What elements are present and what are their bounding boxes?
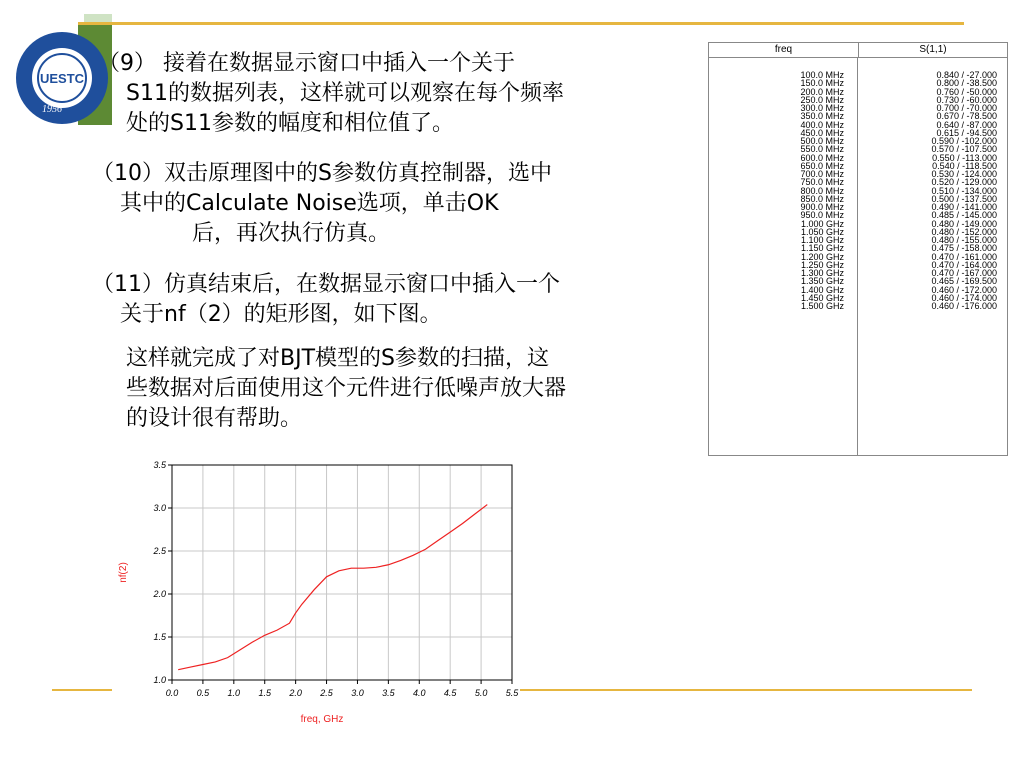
- table-cell-freq: 200.0 MHz: [800, 86, 844, 97]
- logo-year: 1956: [42, 104, 62, 115]
- text-line: 些数据对后面使用这个元件进行低噪声放大器: [126, 376, 567, 401]
- table-cell-s11: 0.475 / -158.000: [931, 243, 997, 254]
- table-cell-s11: 0.480 / -152.000: [931, 226, 997, 237]
- text-line: 后，再次执行仿真。: [192, 221, 391, 246]
- x-tick-label: 2.5: [320, 688, 333, 698]
- table-cell-s11: 0.615 / -94.500: [936, 127, 997, 138]
- table-cell-s11: 0.590 / -102.000: [931, 136, 997, 146]
- text-line: 处的S11参数的幅度和相位值了。: [126, 111, 454, 136]
- table-cell-s11: 0.540 / -118.500: [932, 160, 997, 171]
- header-freq: freq: [709, 43, 859, 57]
- table-cell-freq: 750.0 MHz: [800, 177, 844, 188]
- table-cell-freq: 1.000 GHz: [800, 218, 844, 229]
- table-cell-freq: 950.0 MHz: [800, 210, 844, 221]
- y-tick-label: 1.0: [153, 675, 166, 685]
- text-line: 这样就完成了对BJT模型的S参数的扫描，这: [126, 346, 549, 371]
- table-cell-s11: 0.500 / -137.500: [931, 193, 997, 204]
- table-cell-freq: 1.450 GHz: [800, 292, 844, 303]
- nf-chart: [112, 455, 522, 727]
- x-tick-label: 1.0: [227, 688, 241, 698]
- table-cell-freq: 1.050 GHz: [800, 226, 844, 237]
- x-tick-label: 4.5: [443, 688, 457, 698]
- table-cell-s11: 0.550 / -113.000: [932, 152, 997, 163]
- table-cell-freq: 900.0 MHz: [800, 202, 844, 212]
- table-cell-s11: 0.840 / -27.000: [936, 70, 997, 80]
- table-cell-s11: 0.800 / -38.500: [936, 78, 997, 89]
- table-cell-freq: 350.0 MHz: [800, 111, 844, 122]
- paragraph-step-11: [92, 270, 702, 330]
- table-cell-s11: 0.470 / -161.000: [931, 251, 997, 262]
- text-line: （11）仿真结束后，在数据显示窗口中插入一个: [92, 272, 560, 297]
- table-cell-s11: 0.700 / -70.000: [936, 103, 997, 113]
- y-tick-label: 2.5: [153, 546, 166, 556]
- table-cell-freq: 150.0 MHz: [800, 78, 844, 89]
- x-tick-label: 0.0: [165, 688, 179, 698]
- x-tick-label: 0.5: [196, 688, 210, 698]
- footer-rule-right: [520, 689, 972, 691]
- table-cell-freq: 300.0 MHz: [800, 103, 844, 113]
- table-cell-s11: 0.465 / -169.500: [931, 276, 997, 287]
- table-cell-s11: 0.520 / -129.000: [931, 177, 997, 188]
- text-line: 关于nf（2）的矩形图，如下图。: [120, 302, 442, 327]
- university-logo: [14, 30, 110, 126]
- logo-text: UESTC: [39, 71, 85, 86]
- table-cell-freq: 400.0 MHz: [800, 119, 844, 130]
- table-cell-s11: 0.460 / -174.000: [931, 292, 997, 303]
- plot-frame: [172, 465, 512, 680]
- table-cell-freq: 250.0 MHz: [800, 94, 844, 105]
- y-tick-label: 3.0: [153, 503, 166, 513]
- table-cell-s11: 0.510 / -134.000: [931, 185, 997, 196]
- footer-rule-left: [52, 689, 112, 691]
- table-header: [709, 43, 1007, 58]
- x-tick-label: 3.5: [382, 688, 395, 698]
- table-cell-freq: 1.200 GHz: [800, 251, 844, 262]
- table-cell-s11: 0.480 / -155.000: [931, 235, 997, 245]
- paragraph-step-10: [92, 159, 692, 249]
- x-tick-label: 5.5: [505, 688, 519, 698]
- y-tick-label: 2.0: [153, 589, 166, 599]
- table-cell-s11: 0.460 / -176.000: [931, 301, 997, 311]
- table-cell-freq: 450.0 MHz: [800, 127, 844, 138]
- table-cell-s11: 0.470 / -164.000: [931, 259, 997, 270]
- s11-column: [858, 58, 1007, 455]
- freq-column: [709, 58, 858, 455]
- x-tick-label: 3.0: [351, 688, 364, 698]
- text-line: （10）双击原理图中的S参数仿真控制器，选中: [92, 161, 552, 186]
- y-axis-label: nf(2): [118, 562, 129, 583]
- text-line: S11的数据列表，这样就可以观察在每个频率: [126, 81, 564, 106]
- table-cell-s11: 0.530 / -124.000: [931, 169, 997, 179]
- paragraph-step-9: [98, 49, 698, 139]
- header-rule: [78, 22, 964, 25]
- x-tick-label: 2.0: [289, 688, 302, 698]
- table-cell-freq: 1.300 GHz: [800, 268, 844, 278]
- table-cell-s11: 0.760 / -50.000: [936, 86, 997, 97]
- table-cell-freq: 550.0 MHz: [800, 144, 844, 155]
- table-cell-s11: 0.485 / -145.000: [931, 210, 997, 221]
- paragraph-summary: [126, 344, 706, 434]
- header-s11: S(1,1): [919, 44, 947, 55]
- table-cell-s11: 0.470 / -167.000: [931, 268, 997, 278]
- table-cell-s11: 0.730 / -60.000: [936, 94, 997, 105]
- table-cell-freq: 1.250 GHz: [800, 259, 844, 270]
- table-cell-freq: 1.400 GHz: [800, 284, 844, 295]
- text-line: （9） 接着在数据显示窗口中插入一个关于: [98, 51, 515, 76]
- table-cell-freq: 1.150 GHz: [800, 243, 844, 254]
- table-cell-freq: 1.100 GHz: [800, 235, 844, 245]
- table-cell-freq: 700.0 MHz: [800, 169, 844, 179]
- table-cell-freq: 1.350 GHz: [800, 276, 844, 287]
- text-line: 的设计很有帮助。: [126, 406, 303, 431]
- y-tick-label: 3.5: [153, 460, 166, 470]
- table-cell-freq: 600.0 MHz: [800, 152, 844, 163]
- table-cell-freq: 1.500 GHz: [800, 301, 844, 311]
- table-cell-s11: 0.670 / -78.500: [936, 111, 997, 122]
- table-cell-freq: 100.0 MHz: [800, 70, 844, 80]
- x-tick-label: 1.5: [258, 688, 271, 698]
- y-tick-label: 1.5: [153, 632, 166, 642]
- s11-data-table: [708, 42, 1008, 456]
- table-cell-freq: 800.0 MHz: [800, 185, 844, 196]
- text-line: 其中的Calculate Noise选项，单击OK: [120, 191, 499, 216]
- table-cell-s11: 0.490 / -141.000: [931, 202, 997, 212]
- table-cell-s11: 0.640 / -87.000: [936, 119, 997, 130]
- table-cell-freq: 650.0 MHz: [800, 160, 844, 171]
- x-axis-label: freq, GHz: [300, 714, 344, 725]
- table-cell-s11: 0.480 / -149.000: [931, 218, 997, 229]
- x-tick-label: 4.0: [413, 688, 426, 698]
- x-tick-label: 5.0: [474, 688, 488, 698]
- table-cell-s11: 0.570 / -107.500: [931, 144, 997, 155]
- table-cell-freq: 500.0 MHz: [800, 136, 844, 146]
- table-cell-freq: 850.0 MHz: [800, 193, 844, 204]
- nf-series-line: [178, 505, 487, 670]
- table-cell-s11: 0.460 / -172.000: [931, 284, 997, 295]
